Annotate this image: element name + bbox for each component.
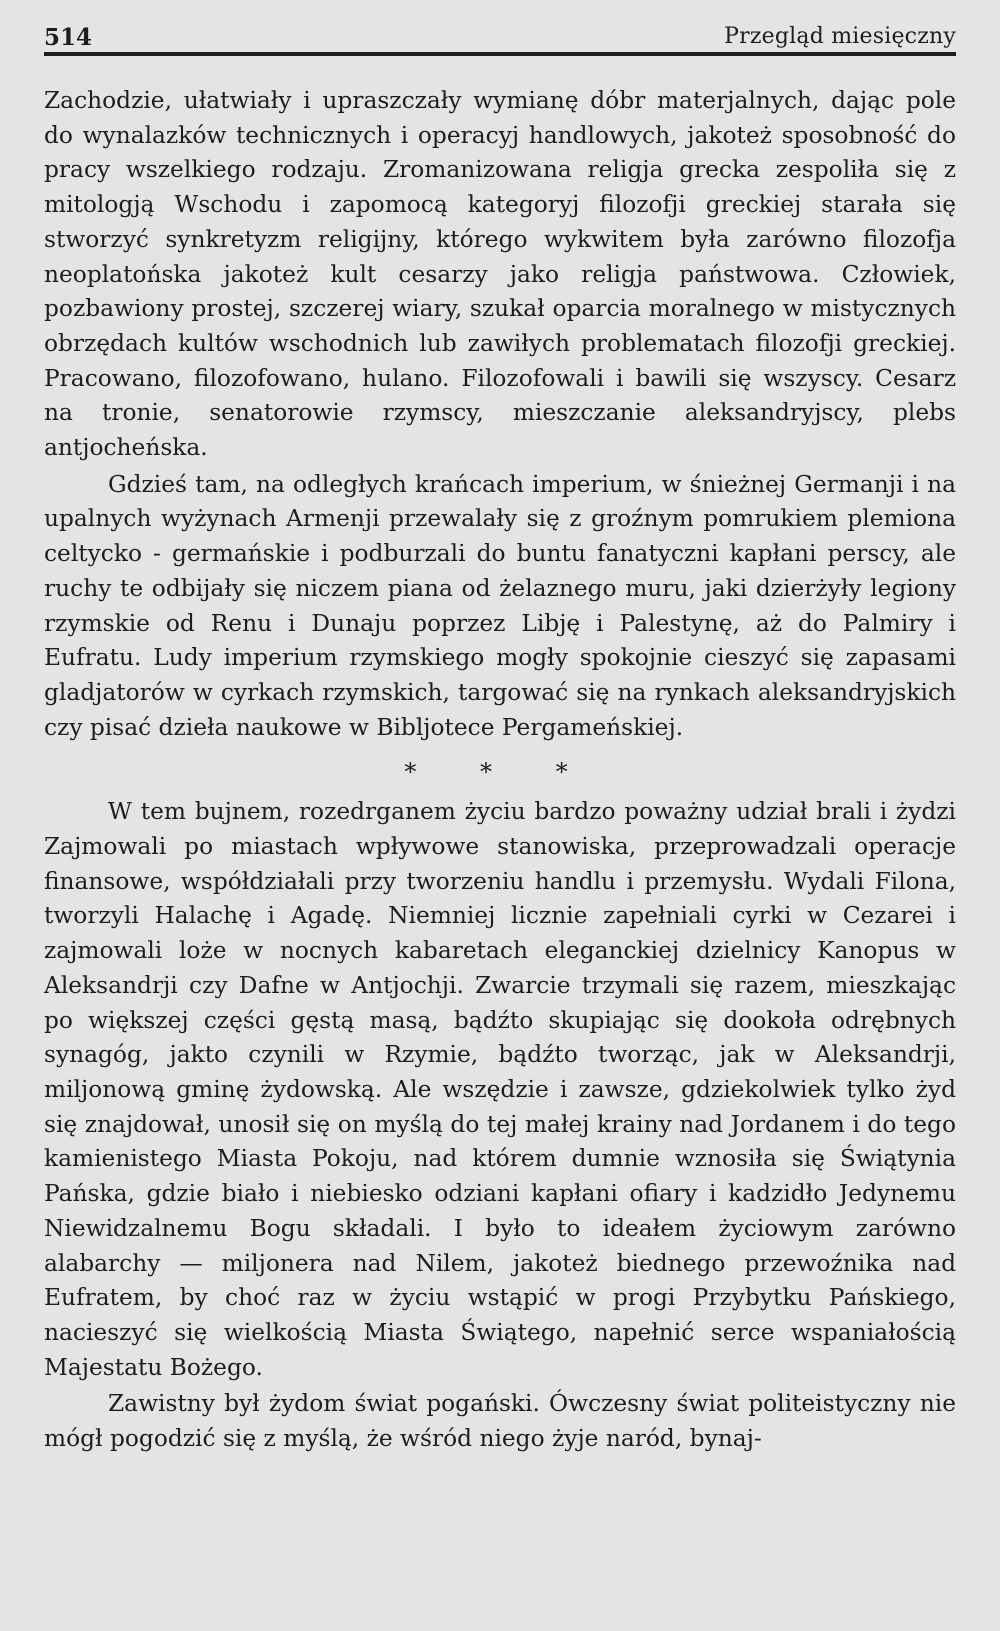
- page-number: 514: [44, 24, 93, 51]
- section-separator: * * *: [404, 758, 596, 787]
- running-title: Przegląd miesięczny: [724, 24, 956, 49]
- paragraph-continuation: Zachodzie, ułatwiały i upraszczały wymianę dóbr materjalnych, dając pole do wynalazków technicznych i operacyj handlowych, jakoteż sposobność do pracy wszelkiego rodzaju. Zromanizowana religja grecka zespoliła się z mitologją Wschodu i zapomocą kategoryj filozofji greckiej starała się stworzyć synkretyzm religijny, którego wykwitem była zarówno filozofja neoplatońska jakoteż kult cesarzy jako religja państwowa. Człowiek, pozbawiony prostej, szczerej wiary, szukał oparcia moralnego w mistycznych obrzędach kultów wschodnich lub zawiłych problematach filozofji greckiej. Pracowano, filozofowano, hulano. Filozofowali i bawili się wszyscy. Cesarz na tronie, senatorowie rzymscy, mieszczanie aleksandryjscy, plebs antjocheńska.: [44, 87, 956, 462]
- page-header: [44, 16, 956, 52]
- header-rule: [44, 52, 956, 56]
- page-body: [44, 84, 956, 1457]
- paragraph-empire-frontiers: Gdzieś tam, na odległych krańcach imperium, w śnieżnej Germanji i na upalnych wyżynach Armenji przewalały się z groźnym pomrukiem plemiona celtycko - germańskie i podburzali do buntu fanatyczni kapłani perscy, ale ruchy te odbijały się niczem piana od żelaznego muru, jaki dzierżyły legiony rzymskie od Renu i Dunaju poprzez Libję i Palestynę, aż do Palmiry i Eufratu. Ludy imperium rzymskiego mogły spokojnie cieszyć się zapasami gladjatorów w cyrkach rzymskich, targować się na rynkach aleksandryjskich czy pisać dzieła naukowe w Bibljotece Pergameńskiej.: [44, 470, 956, 741]
- paragraph-pagan-world: Zawistny był żydom świat pogański. Ówczesny świat politeistyczny nie mógł pogodzić się z myślą, że wśród niego żyje naród, bynaj-: [44, 1390, 956, 1453]
- paragraph-jews-in-empire: W tem bujnem, rozedrganem życiu bardzo poważny udział brali i żydzi Zajmowali po miastach wpływowe stanowiska, przeprowadzali operacje finansowe, współdziałali przy tworzeniu handlu i przemysłu. Wydali Filona, tworzyli Halachę i Agadę. Niemniej licznie zapełniali cyrki w Cezarei i zajmowali loże w nocnych kabaretach eleganckiej dzielnicy Kanopus w Aleksandrji czy Dafne w Antjochji. Zwarcie trzymali się razem, mieszkając po większej części gęstą masą, bądźto skupiając się dookoła odrębnych synagóg, jakto czynili w Rzymie, bądźto tworząc, jak w Aleksandrji, miljonową gminę żydowską. Ale wszędzie i zawsze, gdziekolwiek tylko żyd się znajdował, unosił się on myślą do tej małej krainy nad Jordanem i do tego kamienistego Miasta Pokoju, nad którem dumnie wznosiła się Świątynia Pańska, gdzie biało i niebiesko odziani kapłani ofiary i kadzidło Jedynemu Niewidzalnemu Bogu składali. I było to ideałem życiowym zarówno alabarchy — miljonera nad Nilem, jakoteż biednego przewoźnika nad Eufratem, by choć raz w życiu wstąpić w progi Przybytku Pańskiego, nacieszyć się wielkością Miasta Świątego, napełnić serce wspaniałością Majestatu Bożego.: [44, 798, 956, 1381]
